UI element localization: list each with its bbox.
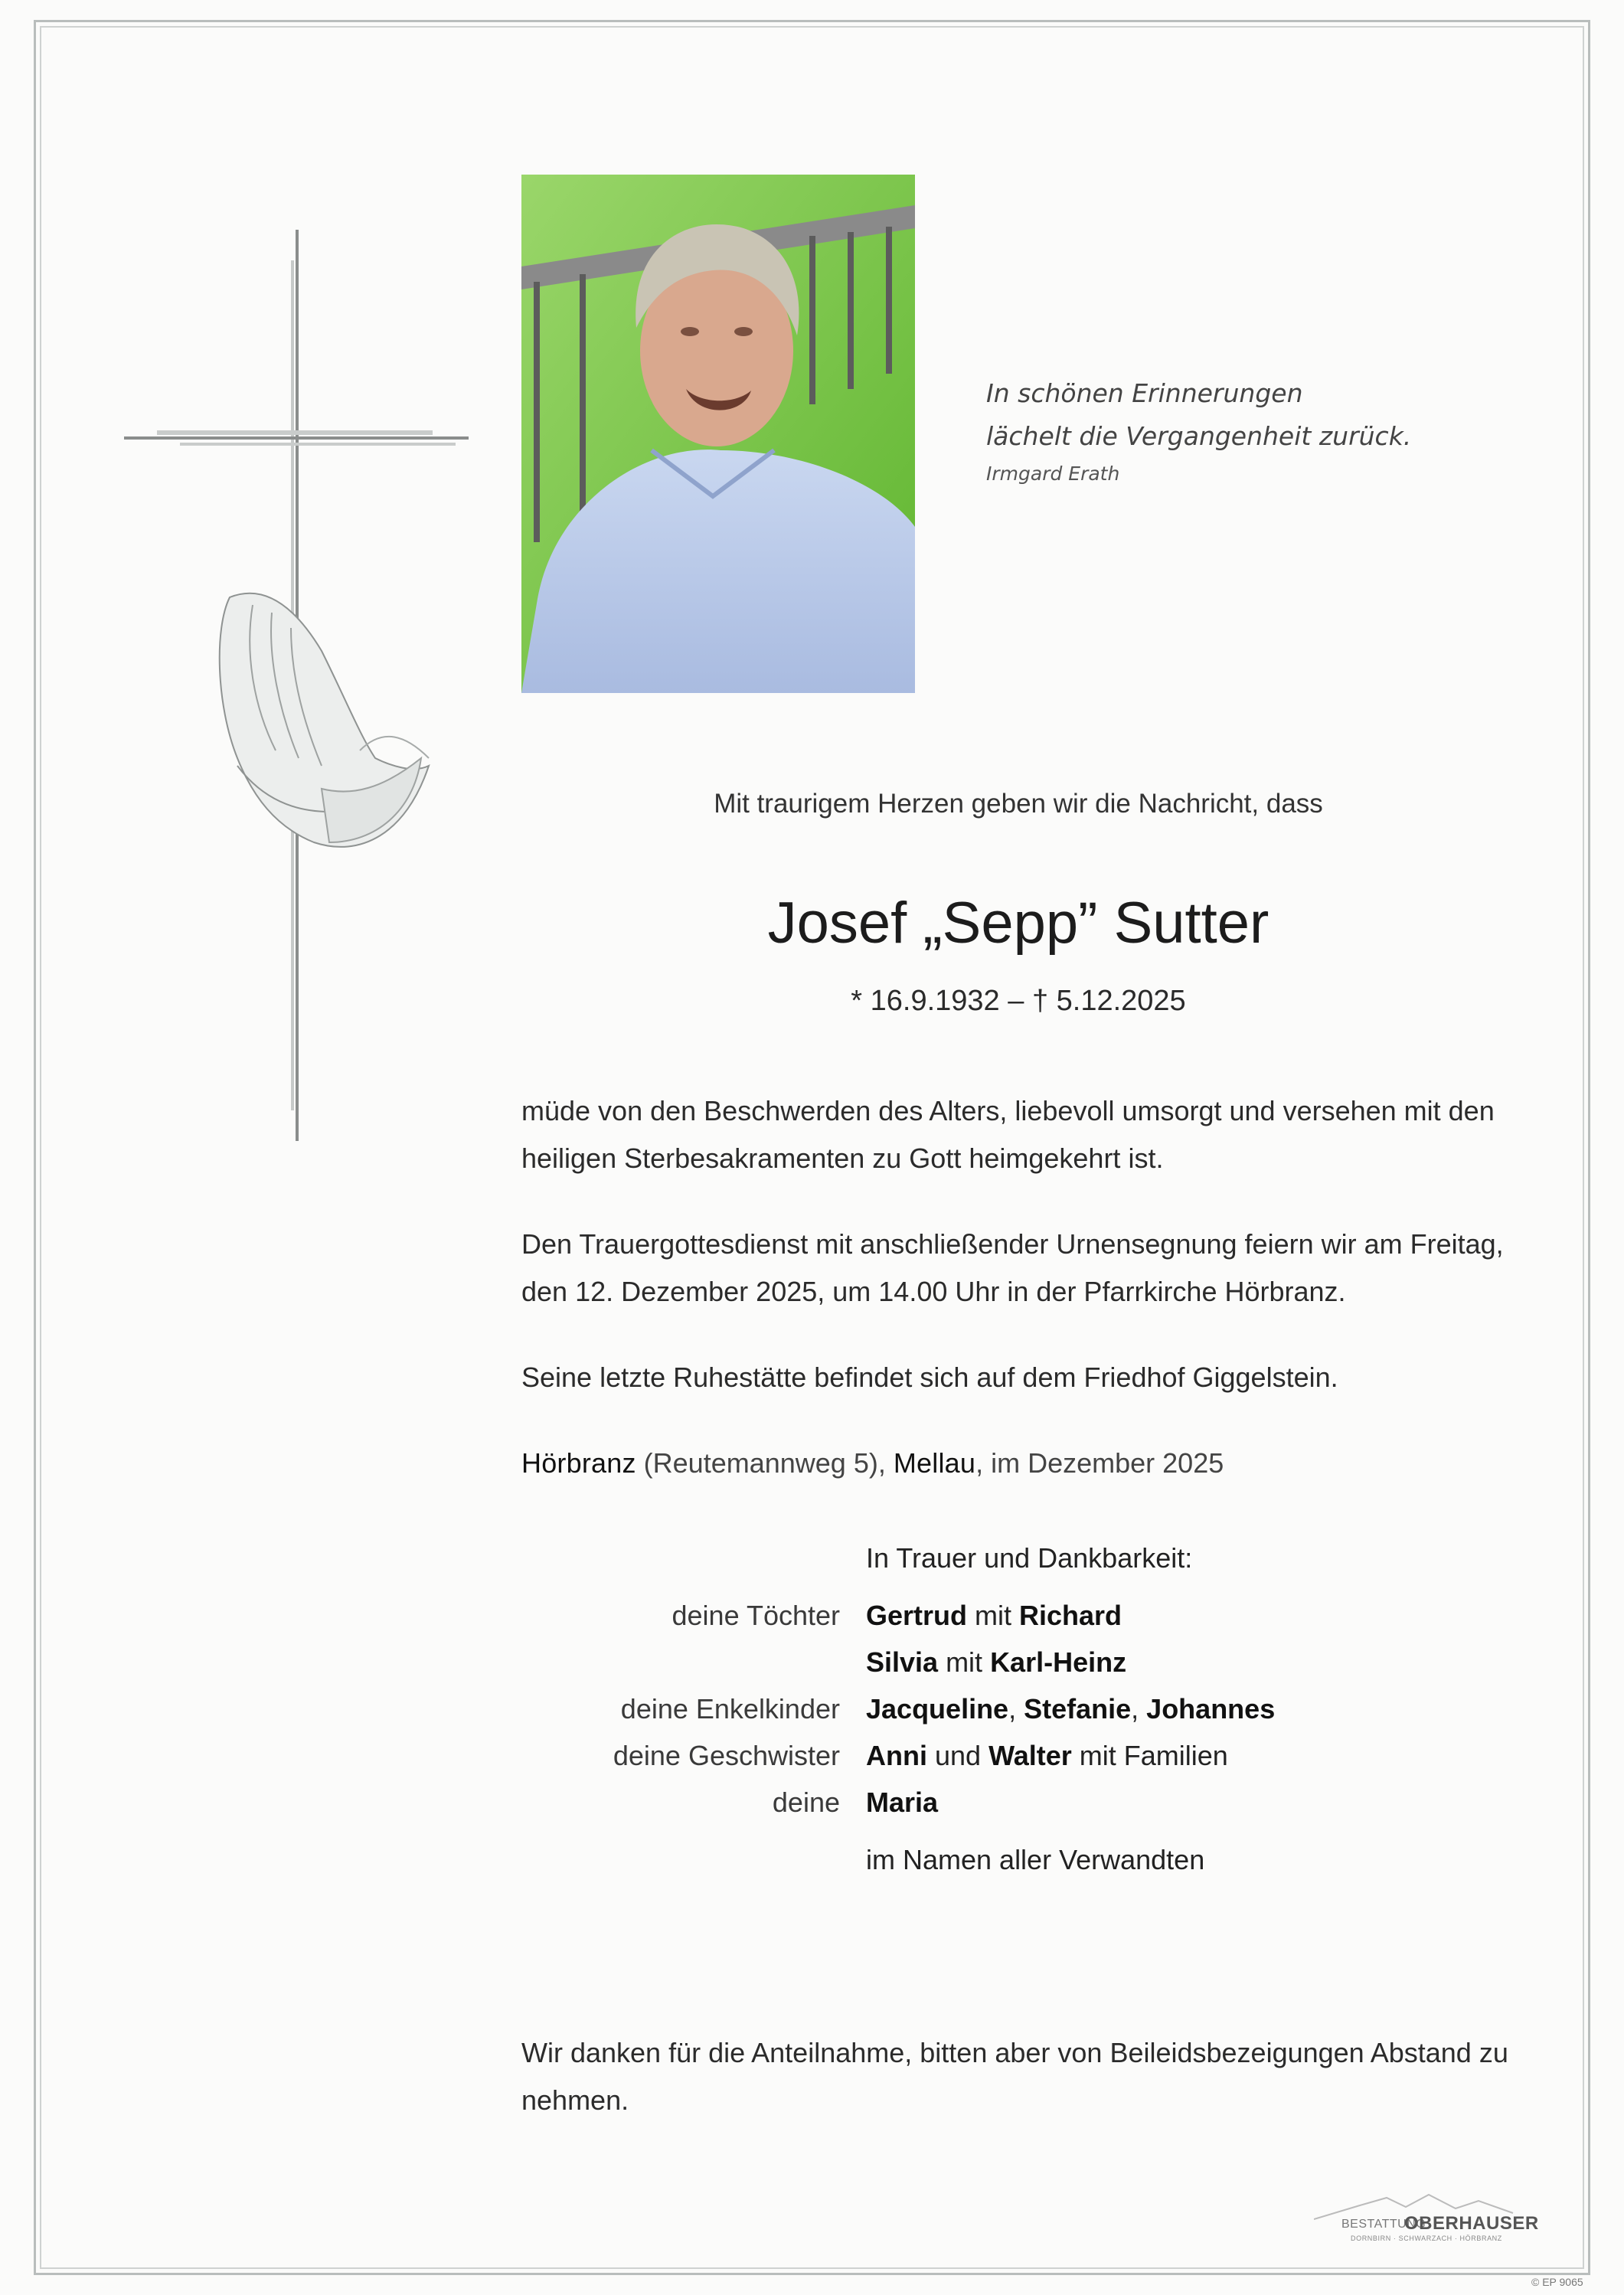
- address: (Reutemannweg 5),: [636, 1447, 894, 1479]
- month-year: , im Dezember 2025: [975, 1447, 1224, 1479]
- connector: ,: [1008, 1693, 1024, 1725]
- closing-line: im Namen aller Verwandten: [866, 1844, 1205, 1875]
- mourner-row: [521, 1592, 1517, 1639]
- relation-label: deine Töchter: [671, 1600, 840, 1631]
- place-hoerbranz: Hörbranz: [521, 1447, 636, 1479]
- paragraph-line: nehmen.: [521, 2084, 629, 2116]
- connector: und: [926, 1740, 989, 1771]
- deceased-name: Josef „Sepp” Sutter: [767, 891, 1269, 956]
- paragraph-line: müde von den Beschwerden des Alters, liebevoll umsorgt und versehen mit den: [521, 1095, 1495, 1126]
- mourner-name: Walter: [988, 1740, 1072, 1771]
- relation-label: deine Geschwister: [613, 1740, 840, 1771]
- portrait-photo: [521, 175, 915, 693]
- paragraph-passing: [521, 1087, 1547, 1182]
- paragraph-line: Wir danken für die Anteilnahme, bitten aber von Beileidsbezeigungen Abstand zu: [521, 2037, 1508, 2068]
- mourner-name: Silvia: [866, 1646, 939, 1678]
- mourner-name: Anni: [866, 1740, 927, 1771]
- funeral-home-logo: [1314, 2190, 1574, 2244]
- thanks-paragraph: [521, 2029, 1547, 2124]
- mourner-row: [521, 1685, 1517, 1732]
- quote-author: Irmgard Erath: [986, 463, 1120, 485]
- mourner-name: Stefanie: [1024, 1693, 1132, 1725]
- paragraph-resting-place: Seine letzte Ruhestätte befindet sich auf dem Friedhof Giggelstein.: [521, 1362, 1338, 1393]
- relation-label: deine Enkelkinder: [620, 1693, 840, 1725]
- logo-text-right: OBERHAUSER: [1404, 2213, 1539, 2234]
- intro-text: Mit traurigem Herzen geben wir die Nachricht, dass: [714, 789, 1323, 819]
- mourner-name: Johannes: [1146, 1693, 1276, 1725]
- logo-text-left: BESTATTUNG: [1341, 2218, 1426, 2231]
- paragraph-place-date: [521, 1440, 1547, 1487]
- mourner-name: Maria: [866, 1787, 939, 1818]
- memorial-quote: [986, 372, 1411, 485]
- life-dates: * 16.9.1932 – † 5.12.2025: [851, 985, 1186, 1017]
- mourner-name: Karl-Heinz: [990, 1646, 1127, 1678]
- mourners-list: [521, 1535, 1517, 1883]
- quote-line-2: lächelt die Vergangenheit zurück.: [986, 421, 1412, 451]
- connector: mit: [938, 1646, 991, 1678]
- mourner-name: Richard: [1019, 1600, 1122, 1631]
- connector: ,: [1131, 1693, 1147, 1725]
- place-mellau: Mellau: [893, 1447, 976, 1479]
- logo-subtitle: DORNBIRN · SCHWARZACH · HÖRBRANZ: [1351, 2235, 1502, 2242]
- relation-label: deine: [772, 1787, 840, 1818]
- mourner-name: Jacqueline: [866, 1693, 1009, 1725]
- mourner-row: [521, 1639, 1517, 1685]
- quote-line-1: In schönen Erinnerungen: [986, 378, 1303, 408]
- ep-code: © EP 9065: [1531, 2276, 1583, 2288]
- paragraph-service: [521, 1221, 1547, 1316]
- connector: mit Familien: [1071, 1740, 1228, 1771]
- paragraph-line: den 12. Dezember 2025, um 14.00 Uhr in der Pfarrkirche Hörbranz.: [521, 1276, 1346, 1307]
- mourner-row: [521, 1779, 1517, 1826]
- mourner-row: [521, 1836, 1517, 1883]
- mourner-name: Gertrud: [866, 1600, 968, 1631]
- paragraph-line: heiligen Sterbesakramenten zu Gott heimgekehrt ist.: [521, 1143, 1164, 1174]
- paragraph-line: Den Trauergottesdienst mit anschließender Urnensegnung feiern wir am Freitag,: [521, 1228, 1504, 1260]
- mourners-heading: In Trauer und Dankbarkeit:: [866, 1542, 1193, 1574]
- connector: mit: [967, 1600, 1020, 1631]
- mourner-row: [521, 1732, 1517, 1779]
